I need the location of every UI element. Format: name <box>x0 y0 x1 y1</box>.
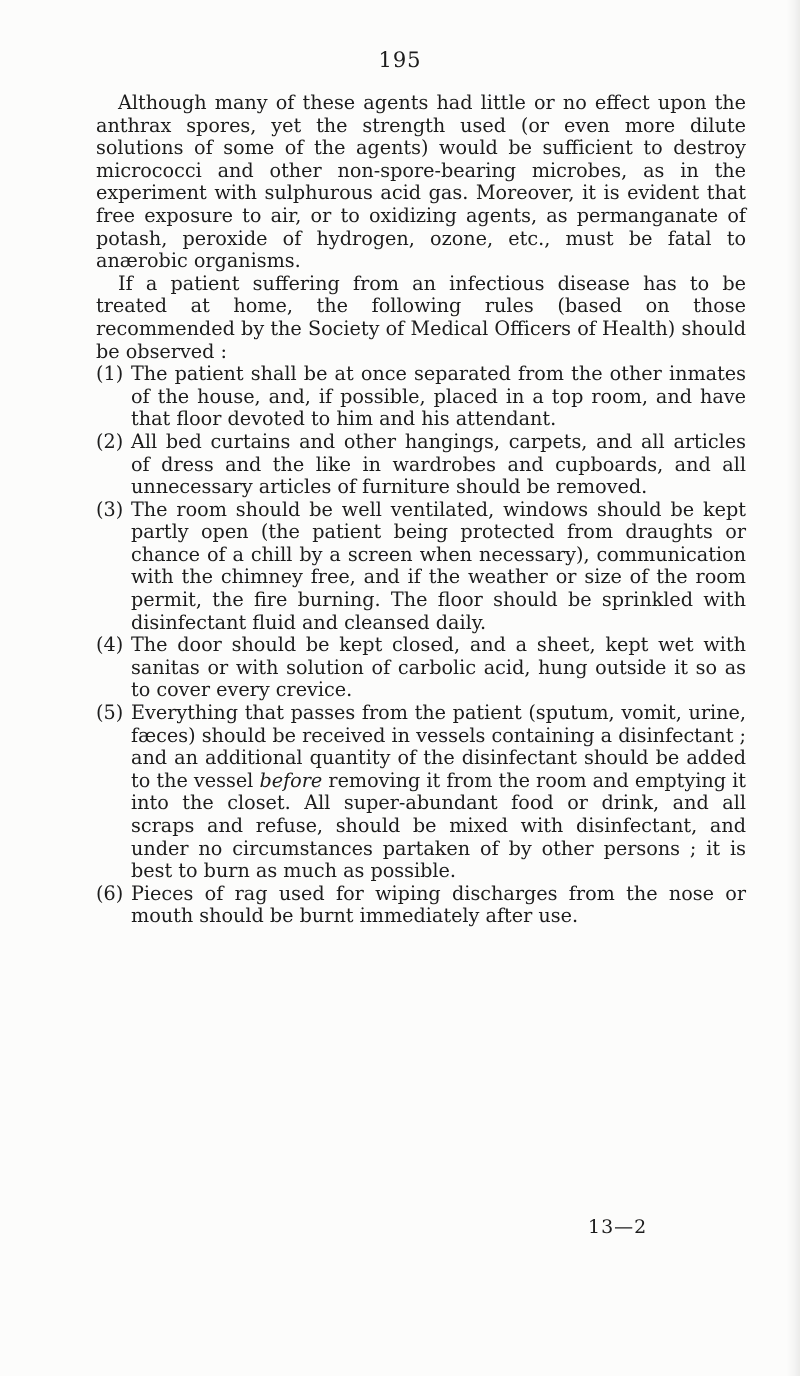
paragraph: Although many of these agents had little or no effect upon the anthrax spores, yet the strength used (or even more dilute solutions of some of the agents) would be sufficient to destroy micrococci and other non-spore-bearing microbes, as in the experiment with sulphurous acid gas. Moreover, it is evident that free exposure to air, or to oxidizing agents, as permanganate of potash, peroxide of hydrogen, ozone, etc., must be fatal to anærobic organisms. <box>96 91 746 273</box>
rule-text: removing it from the room and emptying it into the closet. All super-abundant food or drink, and all scraps and refuse, should be mixed with disinfectant, and under no circumstances partaken of by other persons ; it is best to burn as much as possible. <box>131 768 746 883</box>
rule-number: (5) <box>96 701 124 725</box>
rule-number: (2) <box>96 429 124 453</box>
page-number: 195 <box>378 48 422 72</box>
rule-number: (3) <box>96 497 124 521</box>
rule-text: The door should be kept closed, and a sheet, kept wet with sanitas or with solution of carbolic acid, hung outside it so as to cover every crevice. <box>131 633 746 702</box>
rule-text: The room should be well ventilated, windows should be kept partly open (the patient being protected from draughts or chance of a chill by a screen when necessary), communication with the chimney free, and if the weather or size of the room permit, the fire burning. The floor should be sprinkled with disinfectant fluid and cleansed daily. <box>131 497 746 634</box>
rule-number: (1) <box>96 362 124 386</box>
rule-number: (6) <box>96 881 124 905</box>
rules-list <box>96 363 746 928</box>
rule-item <box>96 634 746 702</box>
rule-item <box>96 499 746 635</box>
rule-item <box>96 431 746 499</box>
rule-number: (4) <box>96 633 124 657</box>
paragraph: If a patient suffering from an infectious disease has to be treated at home, the following rules (based on those recommended by the Society of Medical Officers of Health) should be observed : <box>96 271 746 363</box>
rule-text: The patient shall be at once separated from the other inmates of the house, and, if possible, placed in a top room, and have that floor devoted to him and his attendant. <box>131 362 746 431</box>
rule-item <box>96 363 746 431</box>
signature-mark: 13—2 <box>588 1216 648 1238</box>
rule-text: Pieces of rag used for wiping discharges from the nose or mouth should be burnt immediately after use. <box>131 881 746 928</box>
page-edge-shadow <box>786 0 800 1376</box>
emphasis-text: before <box>259 768 323 792</box>
rule-item <box>96 702 746 883</box>
body-text <box>96 92 746 928</box>
rule-item <box>96 883 746 928</box>
rule-text: Everything that passes from the patient (sputum, vomit, urine, fæces) should be received in vessels containing a disinfectant ; and an additional quantity of the disinfectant should be added to the vessel <box>131 701 746 792</box>
rule-text: All bed curtains and other hangings, carpets, and all articles of dress and the like in wardrobes and cupboards, and all unnecessary articles of furniture should be removed. <box>131 429 746 499</box>
